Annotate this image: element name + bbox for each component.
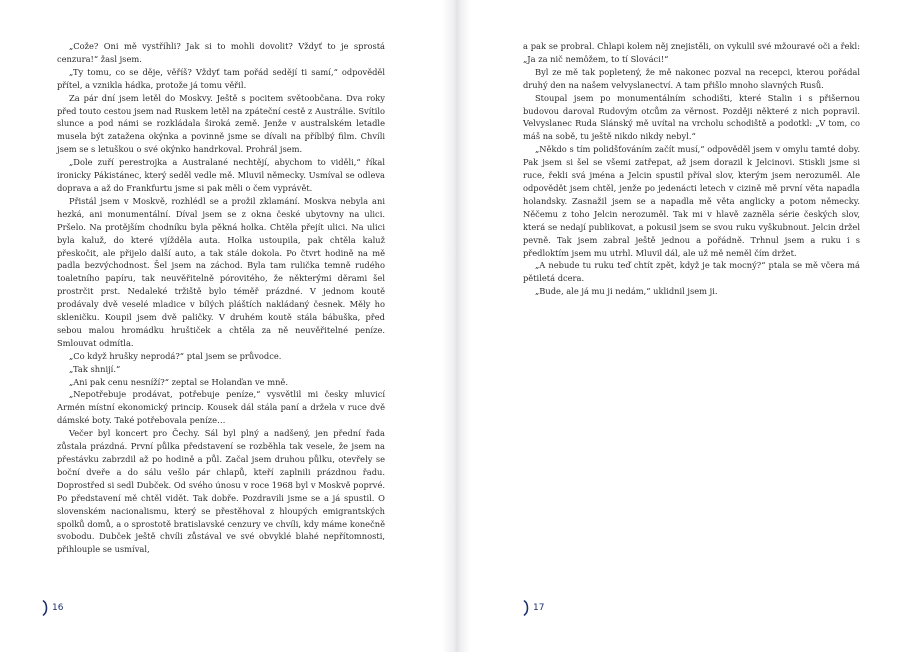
right-page-text xyxy=(523,40,860,298)
right-page xyxy=(470,0,907,652)
page-number-left xyxy=(42,600,63,616)
paragraph: „Dole zuří perestrojka a Australané nechtějí, abychom to viděli,“ říkal ironicky Pákistánec, který seděl vedle mě. Mluvil německy. Usmíval se odleva doprava a až do Frankfurtu jsme si pak měli o čem vyprávět. xyxy=(57,157,385,193)
paragraph: „Cože? Oni mě vystříhli? Jak si to mohli dovolit? Vždyť to je sprostá cenzura!“ žasl jsem. xyxy=(57,41,385,64)
paragraph: „Nepotřebuje prodávat, potřebuje peníze,“ vysvětlil mi česky mluvicí Armén místní ekonomický princip. Kousek dál stála paní a držela v ruce dvě dámské boty. Také potřebovala peníze… xyxy=(57,389,385,426)
paragraph: „Co když hrušky neprodá?“ ptal jsem se průvodce. xyxy=(69,350,282,361)
bracket-icon xyxy=(42,600,49,616)
paragraph: „Ani pak cenu nesníží?“ zeptal se Holanďan ve mně. xyxy=(69,376,288,387)
book-gutter xyxy=(442,0,470,652)
paragraph: „Bude, ale já mu ji nedám,“ uklidnil jsem ji. xyxy=(535,286,718,297)
paragraph: Byl ze mě tak popletený, že mě nakonec pozval na recepci, kterou pořádal druhý den na našem velvyslanectví. A tam přišlo mnoho slavných Rusů. xyxy=(523,66,860,90)
paragraph: „Ty tomu, co se děje, věříš? Vždyť tam pořád sedějí ti samí,“ odpověděl přítel, a vznikla hádka, protože já tomu věřil. xyxy=(57,66,385,90)
left-page-text xyxy=(57,40,385,556)
page-number-right xyxy=(523,600,544,616)
page-number-text: 16 xyxy=(52,603,64,613)
paragraph: Večer byl koncert pro Čechy. Sál byl plný a nadšený, jen přední řada zůstala prázdná. První půlka představení se rozběhla tak vesele, že jsem na přestávku zabrzdil až po hodině a půl. Začal jsem druhou půlku, otevřely se boční dveře a do sálu vešlo pár chlapů, kteří zaplnili prázdnou řadu. Doprostřed si sedl Dubček. Od svého únosu v roce 1968 byl v Moskvě poprvé. Po představení mě chtěl vidět. Tak dobře. Pozdravili jsme se a já spustil. O slovenském nacionalismu, který se přestěhoval z hloupých emigrantských spolků domů, a o sprostotě bratislavské cenzury ve chvíli, kdy máme konečně svobodu. Dubček ještě chvíli zůstával ve své obvyklé blahé nepřítomnosti, přihlouple se usmíval, xyxy=(57,428,385,555)
left-page xyxy=(0,0,442,652)
page-number-text: 17 xyxy=(533,603,545,613)
paragraph: „A nebude tu ruku teď chtít zpět, když je tak mocný?“ ptala se mě včera má pětiletá dcera. xyxy=(523,260,860,284)
paragraph: „Tak shnijí.“ xyxy=(69,363,121,374)
paragraph: Přistál jsem v Moskvě, rozhlédl se a prožil zklamání. Moskva nebyla ani hezká, ani monumentální. Díval jsem se z okna české ubytovny na ulici. Pršelo. Na protějším chodníku byla pěkná holka. Chtěla přejít ulici. Na ulici byla kaluž, do které vjížděla auta. Holka ustoupila, pak chtěla kaluž přeskočit, ale přijelo další auto, a tak stále dokola. Po čtvrt hodině na mě padla bezvýchodnost. Šel jsem na záchod. Byla tam rulička temně rudého toaletního papíru, tak neuvěřitelně pórovitého, že některými děrami šel prostrčit prst. Nedaleké tržiště bylo téměř prázdné. V jednom koutě prodávaly dvě veselé mladice v bílých pláštích nakládaný česnek. Měly ho skleničku. Koupil jsem dvě paličky. V druhém koutě stála bábuška, před sebou malou hromádku hruštiček a chtěla za ně neuvěřitelné peníze. Smlouvat odmítla. xyxy=(57,195,385,348)
paragraph: Stoupal jsem po monumentálním schodišti, které Stalin i s přišernou budovou daroval Rudovým otcům za věrnost. Později některé z nich popravil. Velvyslanec Ruda Slánský mě uvítal na vrcholu schodiště a podotkl: „V tom, co máš na sobě, tu ještě nikdo nikdy nebyl.“ xyxy=(523,92,860,142)
paragraph: a pak se probral. Chlapi kolem něj znejistěli, on vykulil své mžouravé oči a řekl: „Ja za nič nemôžem, to tí Slováci!“ xyxy=(523,41,860,64)
paragraph: Za pár dní jsem letěl do Moskvy. Ještě s pocitem světoobčana. Dva roky před touto cestou jsem nad Ruskem letěl na zpáteční cestě z Austrálie. Svítilo slunce a pod námi se rozkládala široká země. Jenže v australském letadle musela být zatažena okýnka a povinně jsme se dívali na příblbý film. Chvíli jsem se s letuškou o své okýnko handrkoval. Prohrál jsem. xyxy=(57,92,385,155)
bracket-icon xyxy=(523,600,530,616)
paragraph: „Někdo s tím polidšťováním začít musí,“ odpověděl jsem v omylu tamté doby. Pak jsem si šel se všemi zatřepat, až jsem dorazil k Jelcinovi. Stiskli jsme si ruce, řekli svá jména a Jelcin spustil příval slov, kterým jsem nerozuměl. Ale odpovědět jsem chtěl, jenže po jedenácti letech v cizině mě první věta napadla holandsky. Zasnažil jsem se a napadla mě věta anglicky a potom německy. Něčemu z toho Jelcin nerozuměl. Tak mi v hlavě zazněla série českých slov, která se nedají publikovat, a pokusil jsem se svou ruku vyškubnout. Jelcin držel pevně. Tak jsem zabral ještě jednou a pořádně. Trhnul jsem a ruku i s předloktím jsem mu utrhl. Mluvil dál, ale už mě neměl čím držet. xyxy=(523,144,860,258)
